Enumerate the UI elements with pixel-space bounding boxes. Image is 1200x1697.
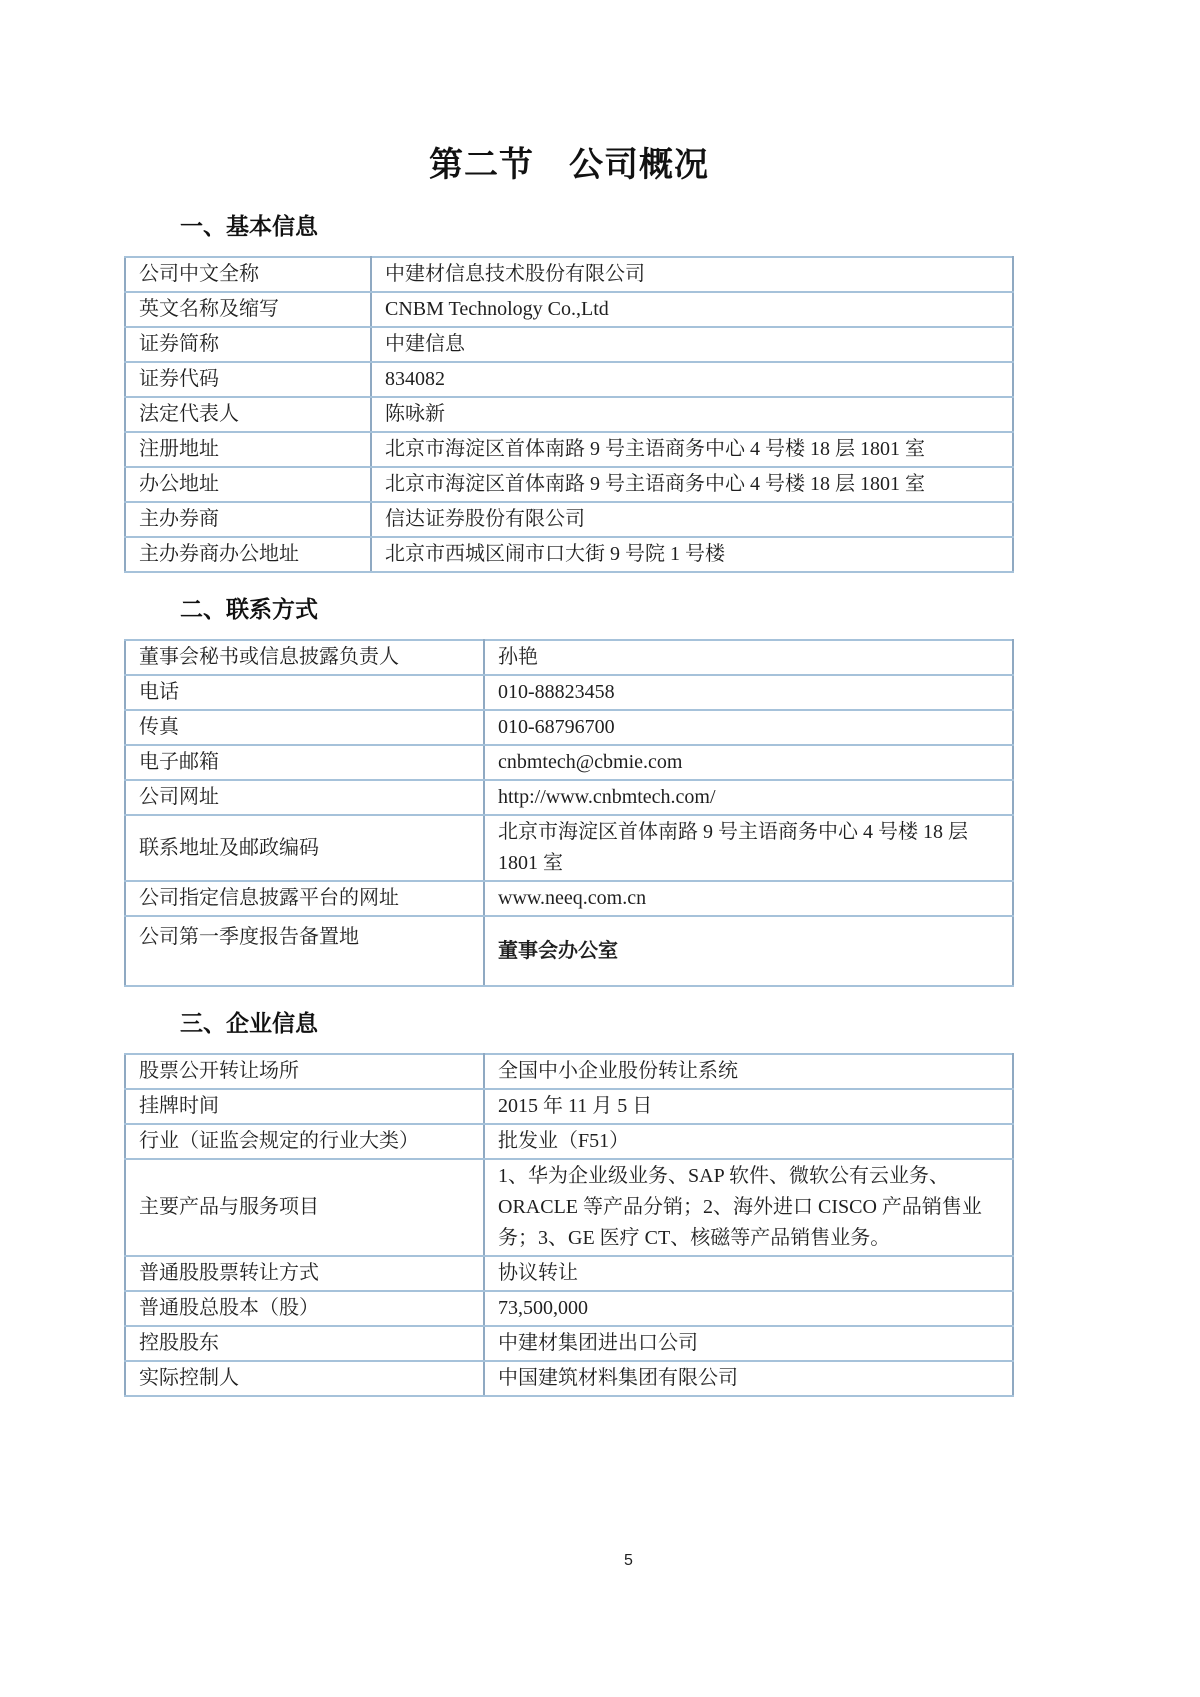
row-value: 全国中小企业股份转让系统 bbox=[484, 1054, 1013, 1089]
table-row bbox=[125, 745, 1013, 780]
row-label: 行业（证监会规定的行业大类） bbox=[125, 1124, 484, 1159]
row-label: 董事会秘书或信息披露负责人 bbox=[125, 640, 484, 675]
row-value: 010-88823458 bbox=[484, 675, 1013, 710]
section-heading-basic-info: 一、基本信息 bbox=[180, 213, 318, 239]
row-label: 法定代表人 bbox=[125, 397, 371, 432]
table-row bbox=[125, 292, 1013, 327]
table-row bbox=[125, 1291, 1013, 1326]
row-value: 北京市海淀区首体南路 9 号主语商务中心 4 号楼 18 层 1801 室 bbox=[371, 432, 1013, 467]
row-label: 办公地址 bbox=[125, 467, 371, 502]
table-row bbox=[125, 881, 1013, 916]
row-label: 主办券商 bbox=[125, 502, 371, 537]
table-row bbox=[125, 397, 1013, 432]
table-row bbox=[125, 1159, 1013, 1256]
row-value: 孙艳 bbox=[484, 640, 1013, 675]
row-label: 证券简称 bbox=[125, 327, 371, 362]
table-row bbox=[125, 780, 1013, 815]
row-value: 董事会办公室 bbox=[484, 916, 1013, 986]
row-label: 普通股总股本（股） bbox=[125, 1291, 484, 1326]
table-row bbox=[125, 1326, 1013, 1361]
table-row bbox=[125, 1089, 1013, 1124]
table-row bbox=[125, 1361, 1013, 1396]
table-row bbox=[125, 362, 1013, 397]
table-row bbox=[125, 257, 1013, 292]
row-value: 010-68796700 bbox=[484, 710, 1013, 745]
row-value: cnbmtech@cbmie.com bbox=[484, 745, 1013, 780]
table-row bbox=[125, 537, 1013, 572]
contact-info-table bbox=[124, 639, 1014, 987]
table-row bbox=[125, 675, 1013, 710]
row-label: 实际控制人 bbox=[125, 1361, 484, 1396]
row-value: 2015 年 11 月 5 日 bbox=[484, 1089, 1013, 1124]
row-value: 北京市西城区闹市口大街 9 号院 1 号楼 bbox=[371, 537, 1013, 572]
row-value: 834082 bbox=[371, 362, 1013, 397]
row-value: 北京市海淀区首体南路 9 号主语商务中心 4 号楼 18 层 1801 室 bbox=[371, 467, 1013, 502]
table-row bbox=[125, 432, 1013, 467]
row-value: 中建材信息技术股份有限公司 bbox=[371, 257, 1013, 292]
row-label: 传真 bbox=[125, 710, 484, 745]
table-row bbox=[125, 640, 1013, 675]
row-label: 公司第一季度报告备置地 bbox=[125, 916, 484, 986]
row-label: 股票公开转让场所 bbox=[125, 1054, 484, 1089]
row-label: 挂牌时间 bbox=[125, 1089, 484, 1124]
row-value: http://www.cnbmtech.com/ bbox=[484, 780, 1013, 815]
row-value: 1、华为企业级业务、SAP 软件、微软公有云业务、ORACLE 等产品分销；2、海外进口 CISCO 产品销售业务；3、GE 医疗 CT、核磁等产品销售业务。 bbox=[484, 1159, 1013, 1256]
row-value: 信达证券股份有限公司 bbox=[371, 502, 1013, 537]
row-value: CNBM Technology Co.,Ltd bbox=[371, 292, 1013, 327]
page-number: 5 bbox=[624, 1552, 633, 1569]
table-row bbox=[125, 502, 1013, 537]
row-label: 电话 bbox=[125, 675, 484, 710]
row-value: 北京市海淀区首体南路 9 号主语商务中心 4 号楼 18 层 1801 室 bbox=[484, 815, 1013, 881]
row-value: 陈咏新 bbox=[371, 397, 1013, 432]
row-value: 中建材集团进出口公司 bbox=[484, 1326, 1013, 1361]
row-label: 证券代码 bbox=[125, 362, 371, 397]
row-value: 中建信息 bbox=[371, 327, 1013, 362]
table-row bbox=[125, 916, 1013, 986]
row-label: 电子邮箱 bbox=[125, 745, 484, 780]
row-value: 协议转让 bbox=[484, 1256, 1013, 1291]
section-heading-contact-info: 二、联系方式 bbox=[180, 596, 318, 622]
enterprise-info-table bbox=[124, 1053, 1014, 1397]
section-heading-enterprise-info: 三、企业信息 bbox=[180, 1010, 318, 1036]
table-row bbox=[125, 1256, 1013, 1291]
table-row bbox=[125, 815, 1013, 881]
table-row bbox=[125, 327, 1013, 362]
row-label: 注册地址 bbox=[125, 432, 371, 467]
row-label: 主要产品与服务项目 bbox=[125, 1159, 484, 1256]
row-label: 普通股股票转让方式 bbox=[125, 1256, 484, 1291]
page-title: 第二节 公司概况 bbox=[429, 146, 709, 184]
row-value: 中国建筑材料集团有限公司 bbox=[484, 1361, 1013, 1396]
row-label: 公司中文全称 bbox=[125, 257, 371, 292]
table-row bbox=[125, 467, 1013, 502]
table-row bbox=[125, 1124, 1013, 1159]
table-row bbox=[125, 1054, 1013, 1089]
table-row bbox=[125, 710, 1013, 745]
row-label: 公司网址 bbox=[125, 780, 484, 815]
basic-info-table bbox=[124, 256, 1014, 573]
row-label: 联系地址及邮政编码 bbox=[125, 815, 484, 881]
row-label: 主办券商办公地址 bbox=[125, 537, 371, 572]
row-value: www.neeq.com.cn bbox=[484, 881, 1013, 916]
row-label: 控股股东 bbox=[125, 1326, 484, 1361]
row-label: 公司指定信息披露平台的网址 bbox=[125, 881, 484, 916]
row-value: 批发业（F51） bbox=[484, 1124, 1013, 1159]
document-content bbox=[124, 0, 1014, 1397]
row-label: 英文名称及缩写 bbox=[125, 292, 371, 327]
row-value: 73,500,000 bbox=[484, 1291, 1013, 1326]
